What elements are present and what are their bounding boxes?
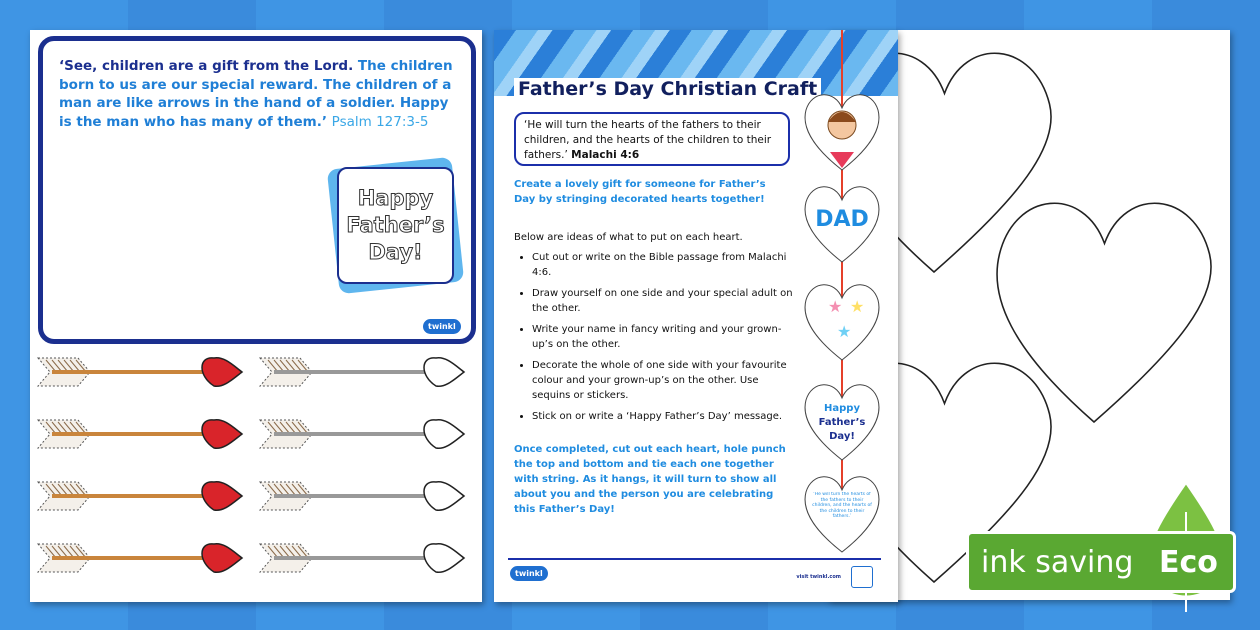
arrow-cutout: [260, 482, 464, 511]
heart-stars: [805, 285, 879, 360]
heart-outline: [997, 203, 1211, 422]
arrow-cutouts: [30, 348, 482, 602]
star-icon: ★: [850, 297, 865, 316]
verse-text-highlight: The children born to us are our special reward. The children of a man are like arrows in the hand of a soldier. Happy is the man who has many of them.’: [59, 58, 453, 130]
quote-text: ‘He will turn the hearts of the fathers to their children, and the hearts of the children to their fathers.’: [524, 119, 772, 161]
arrow-heart: [202, 544, 242, 573]
star-icon: ★: [837, 322, 852, 341]
verse-reference: Psalm 127:3-5: [331, 113, 429, 130]
psalm-verse: [59, 57, 459, 131]
ink-saving-label: ink saving: [981, 544, 1134, 580]
twinkl-logo: twinkl: [510, 566, 548, 581]
card-line: Day!: [368, 240, 423, 264]
happy-fathers-day-card: [333, 163, 458, 288]
psalm-card-page: [30, 30, 482, 602]
arrow-cutout: [260, 544, 464, 573]
arrow-heart: [424, 420, 464, 449]
ink-saving-badge: [966, 531, 1236, 593]
ideas-list: [514, 250, 799, 430]
instructions-page: [494, 30, 898, 602]
list-item: • Cut out or write on the Bible passage from Malachi 4:6.: [532, 250, 799, 280]
list-item: • Draw yourself on one side and your special adult on the other.: [532, 286, 799, 316]
list-item: • Write your name in fancy writing and your grown-up’s on the other.: [532, 322, 799, 352]
arrow-cutout: [38, 420, 242, 449]
page-title: Father’s Day Christian Craft: [514, 78, 821, 100]
quality-badge-icon: [851, 566, 873, 588]
arrow-cutout: [38, 358, 242, 387]
outro-text: [514, 442, 792, 517]
twinkl-logo: twinkl: [423, 319, 461, 334]
arrow-heart: [202, 482, 242, 511]
card-line: Happy: [357, 186, 434, 210]
outro: Once completed, cut out each heart, hole punch the top and bottom and tie each one together with string. As it hangs, it will turn to show all about you and the person you are celebrating this Father’s Day!: [514, 444, 786, 515]
list-item: • Decorate the whole of one side with your favourite colour and your grown-up’s on the other. Use sequins or stickers.: [532, 358, 799, 403]
arrow-heart: [202, 420, 242, 449]
heart-text: Happy: [824, 403, 860, 414]
list-item: • Stick on or write a ‘Happy Father’s Day’ message.: [532, 409, 799, 424]
malachi-quote: [514, 112, 790, 166]
dad-text: DAD: [815, 207, 869, 232]
arrow-heart: [202, 358, 242, 387]
arrow-cutout: [38, 482, 242, 511]
verse-card: [38, 36, 476, 344]
eco-label: Eco: [1159, 544, 1218, 580]
quote-reference: Malachi 4:6: [571, 149, 640, 161]
arrow-cutout: [260, 358, 464, 387]
heart-chain: [800, 30, 880, 602]
mini-quote-text: ‘He will turn the hearts of the fathers to their children, and the hearts of the children to their fathers.’: [812, 492, 872, 519]
arrow-heart: [424, 482, 464, 511]
card-line: Father’s: [346, 213, 445, 237]
arrow-cutout: [38, 544, 242, 573]
arrow-cutout: [260, 420, 464, 449]
star-icon: ★: [828, 297, 843, 316]
intro-text: Create a lovely gift for someone for Father’s Day by stringing decorated hearts together!: [514, 179, 766, 205]
verse-text: ‘See, children are a gift from the Lord.: [59, 58, 354, 74]
heart-text: Day!: [829, 431, 855, 442]
page-footer: [508, 558, 881, 580]
footer-link[interactable]: visit twinkl.com: [796, 574, 841, 580]
list-heading: Below are ideas of what to put on each heart.: [514, 232, 743, 243]
arrow-heart: [424, 544, 464, 573]
heart-text: Father’s: [818, 417, 866, 428]
arrow-heart: [424, 358, 464, 387]
